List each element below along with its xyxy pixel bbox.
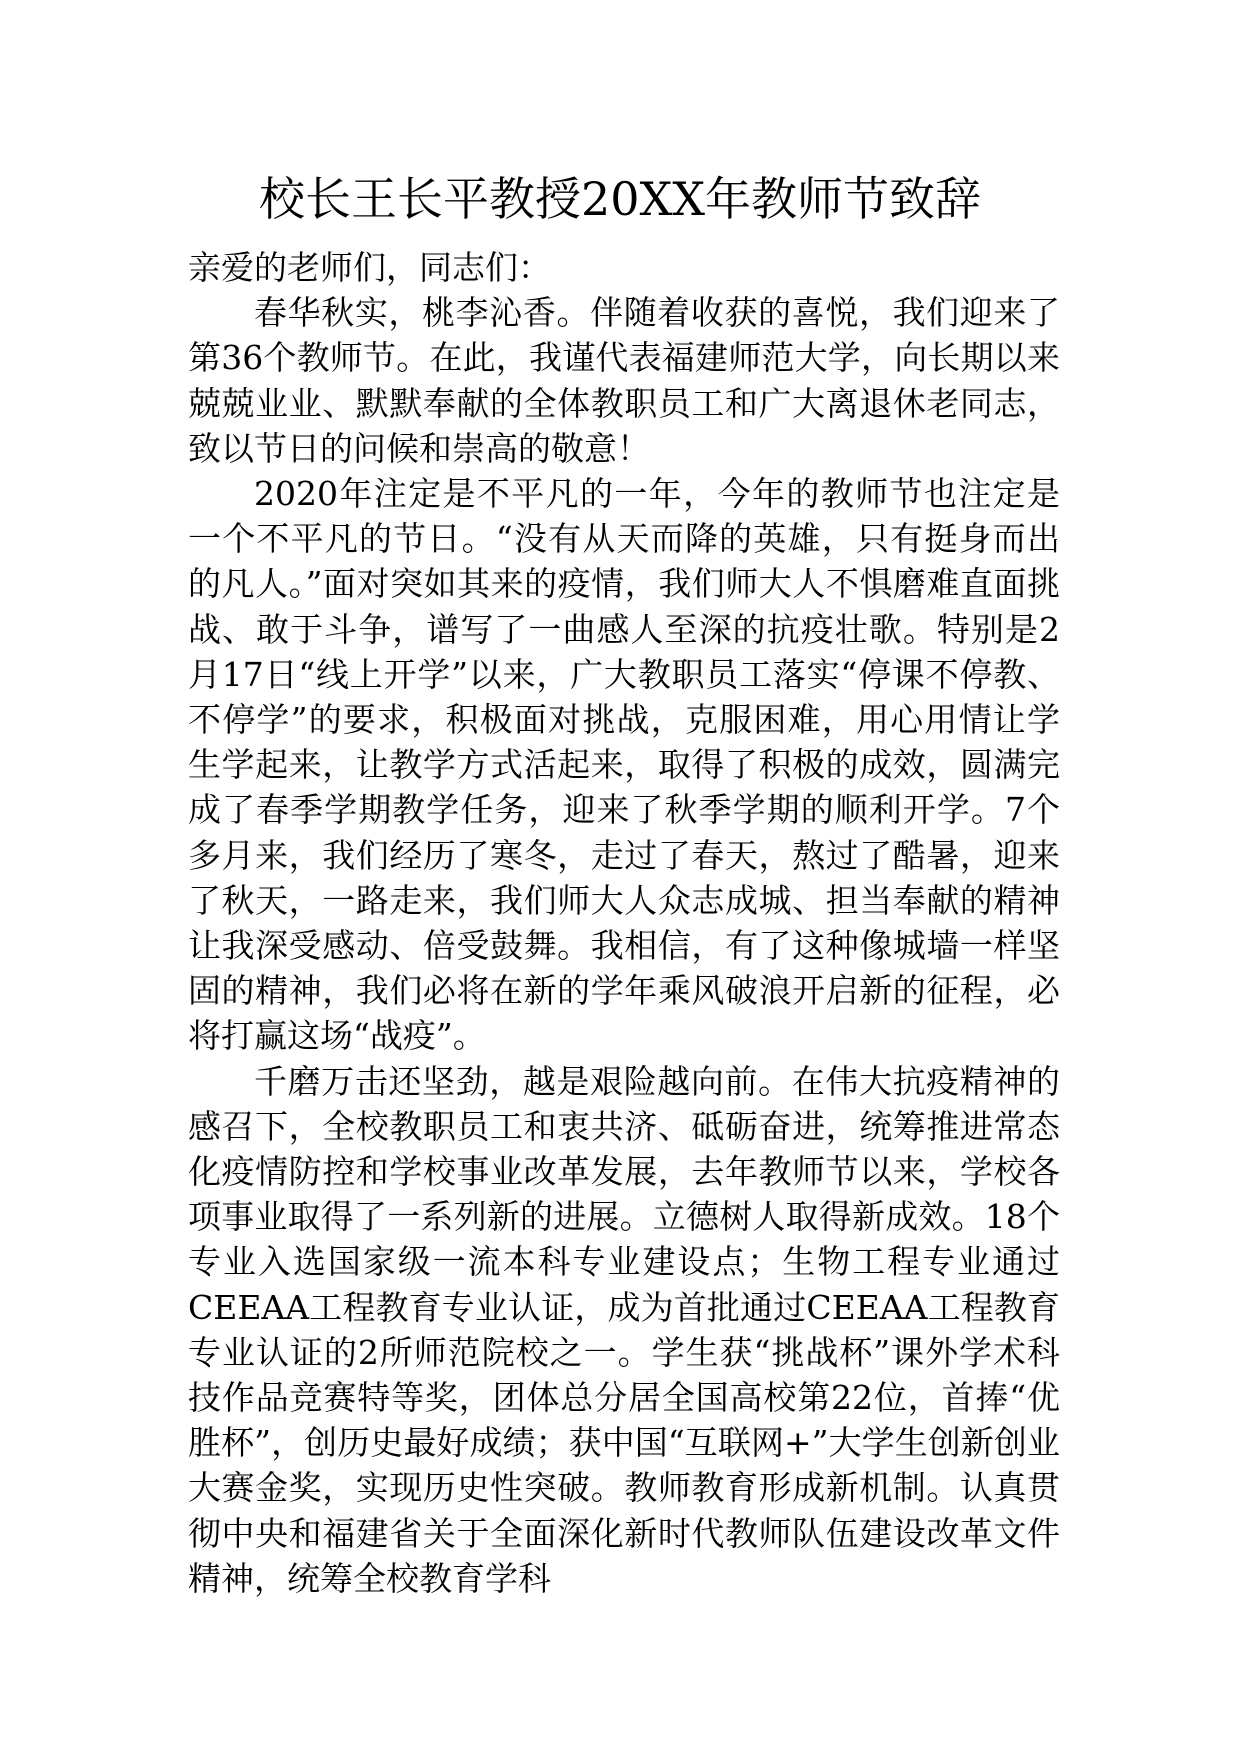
salutation: 亲爱的老师们，同志们：	[188, 248, 551, 287]
document-body	[188, 245, 1060, 1601]
paragraph-3: 千磨万击还坚劲，越是艰险越向前。在伟大抗疫精神的感召下，全校教职员工和衷共济、砥砺奋进，统筹推进常态化疫情防控和学校事业改革发展，去年教师节以来，学校各项事业取得了一系列新的进展。立德树人取得新成效。18个专业入选国家级一流本科专业建设点；生物工程专业通过CEEAA工程教育专业认证，成为首批通过CEEAA工程教育专业认证的2所师范院校之一。学生获“挑战杯”课外学术科技作品竞赛特等奖，团体总分居全国高校第22位，首捧“优胜杯”，创历史最好成绩；获中国“互联网+”大学生创新创业大赛金奖，实现历史性突破。教师教育形成新机制。认真贯彻中央和福建省关于全面深化新时代教师队伍建设改革文件精神，统筹全校教育学科	[188, 1061, 1060, 1598]
paragraph-2: 2020年注定是不平凡的一年，今年的教师节也注定是一个不平凡的节日。“没有从天而降的英雄，只有挺身而出的凡人。”面对突如其来的疫情，我们师大人不惧磨难直面挑战、敢于斗争，谱写了一曲感人至深的抗疫壮歌。特别是2月17日“线上开学”以来，广大教职员工落实“停课不停教、不停学”的要求，积极面对挑战，克服困难，用心用情让学生学起来，让教学方式活起来，取得了积极的成效，圆满完成了春季学期教学任务，迎来了秋季学期的顺利开学。7个多月来，我们经历了寒冬，走过了春天，熬过了酷暑，迎来了秋天，一路走来，我们师大人众志成城、担当奉献的精神让我深受感动、倍受鼓舞。我相信，有了这种像城墙一样坚固的精神，我们必将在新的学年乘风破浪开启新的征程，必将打赢这场“战疫”。	[188, 474, 1060, 1056]
paragraph-1: 春华秋实，桃李沁香。伴随着收获的喜悦，我们迎来了第36个教师节。在此，我谨代表福建师范大学，向长期以来兢兢业业、默默奉献的全体教职员工和广大离退休老同志，致以节日的问候和崇高的敬意！	[188, 293, 1060, 468]
document-title: 校长王长平教授20XX年教师节致辞	[258, 172, 982, 226]
